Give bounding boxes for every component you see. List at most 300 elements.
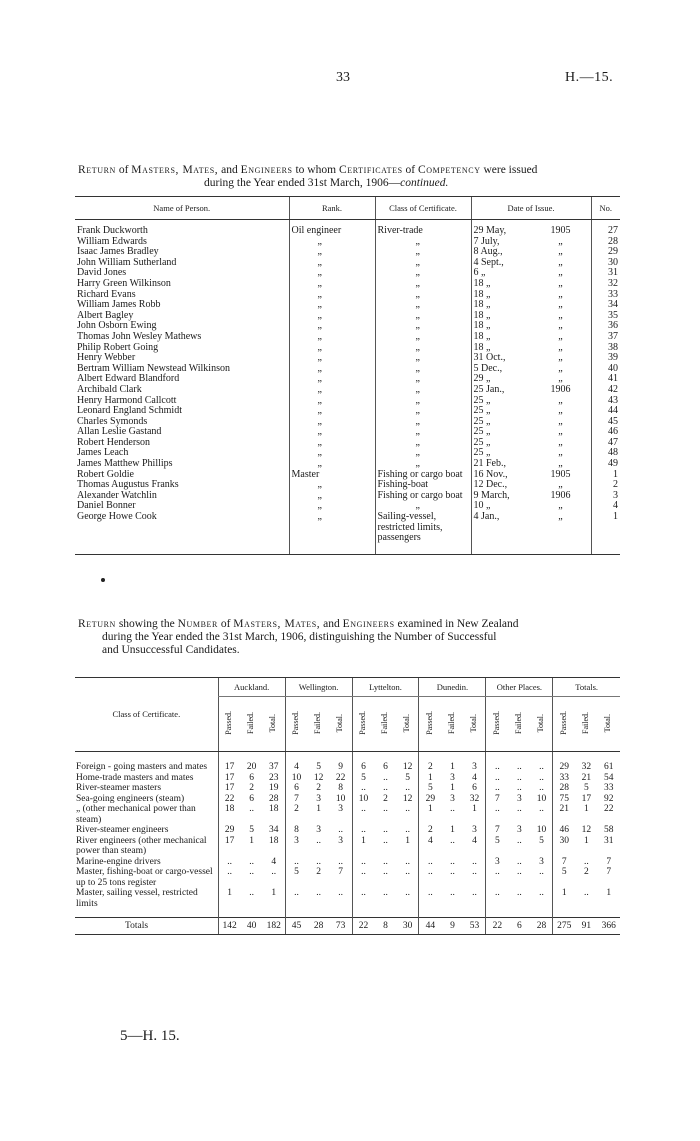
count-cell: 3	[316, 825, 321, 835]
count-cell: 1	[583, 804, 589, 814]
count-cell: 33	[553, 773, 575, 784]
person-name: Thomas John Wesley Mathews	[77, 330, 202, 342]
count-cell: ..	[517, 888, 522, 898]
rank-cell: „	[289, 427, 375, 438]
count-cell: 5	[553, 867, 575, 888]
region-header: Auckland.	[218, 678, 285, 697]
spacer-cell	[441, 909, 463, 918]
count-cell: 7	[486, 794, 508, 805]
count-cell: ..	[352, 857, 374, 868]
spacer-cell	[307, 752, 329, 763]
class-cell: „	[375, 343, 471, 354]
rank-cell: „	[289, 268, 375, 279]
spacer-cell	[240, 909, 262, 918]
date-cell	[471, 385, 591, 396]
count-cell: 2	[419, 825, 441, 836]
region-header: Lyttelton.	[352, 678, 419, 697]
person-name: Albert Bagley	[77, 309, 134, 321]
class-cell: „	[375, 417, 471, 428]
rank-cell: „	[289, 290, 375, 301]
class-cell: „	[375, 237, 471, 248]
spacer-cell	[352, 752, 374, 763]
total-cell: 22	[486, 918, 508, 935]
title-word: Masters, Mates,	[233, 618, 321, 630]
issue-year: „	[558, 458, 563, 470]
total-cell: 6	[508, 918, 530, 935]
certificate-number: 36	[591, 321, 620, 332]
spacer-cell	[486, 909, 508, 918]
count-cell: 18	[268, 804, 279, 814]
spacer-row	[75, 544, 620, 555]
count-cell: 1	[218, 888, 240, 909]
count-cell: ..	[539, 762, 544, 772]
count-cell: 20	[246, 762, 257, 772]
count-cell: ..	[352, 783, 374, 794]
certificate-number: 1	[591, 470, 620, 481]
spacer-cell	[531, 752, 553, 763]
certificate-number: 3	[591, 491, 620, 502]
certificate-class: River engineers (other mechanical power than steam)	[76, 835, 207, 856]
class-cell: „	[375, 406, 471, 417]
count-cell: 61	[603, 762, 614, 772]
count-cell: 31	[603, 835, 614, 846]
spacer-cell	[464, 909, 486, 918]
sub-header-label: Failed.	[514, 711, 524, 734]
certificate-number: 34	[591, 300, 620, 311]
spacer-cell	[307, 909, 329, 918]
certificate-row	[75, 491, 620, 502]
count-cell: 5	[316, 762, 321, 772]
count-cell: 22	[603, 804, 614, 814]
sub-header-label: Failed.	[313, 711, 323, 734]
issue-year: 1905	[550, 468, 571, 480]
count-cell: ..	[383, 856, 388, 867]
sub-header-label: Failed.	[380, 711, 390, 734]
sub-header	[531, 697, 553, 752]
issue-year: „	[558, 341, 563, 353]
region-header: Wellington.	[285, 678, 352, 697]
spacer-cell	[285, 752, 307, 763]
count-cell: ..	[352, 804, 374, 825]
sub-header	[486, 697, 508, 752]
count-cell: 10	[536, 825, 547, 835]
count-cell: 1	[419, 773, 441, 784]
count-cell: ..	[405, 804, 410, 814]
count-cell: ..	[517, 804, 522, 814]
certificate-class: River-steamer masters	[76, 783, 162, 793]
count-cell: 37	[268, 762, 279, 772]
person-name: Daniel Bonner	[77, 500, 136, 512]
spacer-cell	[218, 752, 240, 763]
exam-row	[75, 804, 620, 825]
certificate-row	[75, 343, 620, 354]
rank-cell: „	[289, 385, 375, 396]
issue-date: 4 Jan.,	[473, 511, 500, 523]
sub-header-label: Total.	[402, 713, 412, 732]
total-cell: 91	[575, 918, 597, 935]
count-cell: 92	[603, 793, 614, 804]
count-cell: ..	[405, 783, 410, 793]
certificate-number: 40	[591, 364, 620, 375]
count-cell: ..	[450, 867, 455, 877]
count-cell: ..	[517, 867, 522, 877]
title-line-2	[78, 177, 618, 190]
person-name: Robert Goldie	[77, 468, 134, 480]
count-cell: 1	[271, 888, 277, 898]
issue-year: „	[558, 479, 563, 491]
sub-header	[240, 697, 262, 752]
count-cell: ..	[249, 856, 255, 867]
issue-date: 25 „	[473, 426, 491, 438]
sub-header	[397, 697, 419, 752]
count-cell: 10	[285, 773, 307, 784]
count-cell: 2	[583, 867, 589, 877]
count-cell: 1	[249, 835, 255, 846]
spacer-row	[75, 909, 620, 918]
count-cell: ..	[517, 835, 522, 846]
class-cell: „	[375, 459, 471, 470]
count-cell: 3	[517, 793, 522, 804]
count-cell: 8	[285, 825, 307, 836]
person-name: George Howe Cook	[77, 511, 157, 523]
exam-row	[75, 836, 620, 857]
count-cell: 7	[606, 856, 612, 867]
issue-date: 25 „	[473, 447, 491, 459]
person-name: James Leach	[77, 447, 129, 459]
certificate-number: 31	[591, 268, 620, 279]
issue-year: „	[558, 511, 563, 523]
rank-cell: „	[289, 332, 375, 343]
issue-year: „	[558, 362, 563, 374]
total-cell: 182	[263, 918, 285, 935]
count-cell: ..	[316, 856, 321, 867]
issue-date: 18 „	[473, 341, 491, 353]
section1-title	[78, 164, 618, 190]
title-word: of	[402, 164, 419, 176]
count-cell: 6	[249, 793, 255, 804]
spacer-cell	[441, 752, 463, 763]
count-cell: 10	[352, 794, 374, 805]
sub-header	[441, 697, 463, 752]
rank-cell: „	[289, 247, 375, 258]
spacer-cell	[597, 752, 620, 763]
sub-header-label: Total.	[536, 713, 546, 732]
class-cell: „	[375, 290, 471, 301]
total-cell: 366	[597, 918, 620, 935]
count-cell: ..	[539, 804, 544, 814]
count-cell: 29	[218, 825, 240, 836]
certificate-row	[75, 226, 620, 237]
spacer-cell	[419, 752, 441, 763]
certificate-row	[75, 385, 620, 396]
count-cell: ..	[539, 867, 544, 877]
issue-date: 25 „	[473, 415, 491, 427]
exam-row	[75, 867, 620, 888]
exam-row	[75, 888, 620, 909]
sub-header	[330, 697, 352, 752]
spacer-cell	[531, 909, 553, 918]
rank-cell: „	[289, 491, 375, 502]
region-header: Totals.	[553, 678, 620, 697]
count-cell: 4	[472, 772, 477, 783]
count-cell: ..	[383, 783, 388, 793]
class-cell: Fishing or cargo boat	[375, 491, 471, 502]
class-cell: „	[375, 448, 471, 459]
count-cell: 1	[583, 835, 589, 846]
class-cell: River-trade	[375, 226, 471, 237]
count-cell: 1	[606, 888, 612, 898]
exam-row	[75, 783, 620, 794]
count-cell: 4	[271, 856, 277, 867]
issue-date: 18 „	[473, 330, 491, 342]
rank-cell: „	[289, 311, 375, 322]
issue-year: „	[558, 394, 563, 406]
title-line-2: during the Year ended the 31st March, 1906, distinguishing the Number of Successful	[102, 631, 497, 643]
spacer-cell	[218, 909, 240, 918]
class-cell: Fishing or cargo boat	[375, 470, 471, 481]
class-cell: Sailing-vessel, restricted limits, passengers	[375, 512, 471, 544]
count-cell: ..	[419, 857, 441, 868]
certificate-number: 37	[591, 332, 620, 343]
count-cell: 3	[472, 762, 477, 772]
sub-header	[352, 697, 374, 752]
count-cell: ..	[517, 762, 522, 772]
count-cell: ..	[249, 804, 255, 814]
count-cell: 17	[218, 773, 240, 784]
title-word: of	[115, 164, 132, 176]
count-cell: ..	[383, 888, 388, 898]
title-italic: continued.	[400, 177, 449, 189]
spacer-cell	[575, 909, 597, 918]
total-cell: 30	[397, 918, 419, 935]
certificate-class: „ (other mechanical power than steam)	[76, 804, 196, 825]
certificate-row	[75, 427, 620, 438]
count-cell: ..	[486, 867, 508, 888]
count-cell: 5	[486, 836, 508, 857]
rank-cell: „	[289, 448, 375, 459]
count-cell: 29	[553, 762, 575, 773]
sub-header	[419, 697, 441, 752]
issue-year: „	[558, 246, 563, 258]
certificate-number: 49	[591, 459, 620, 470]
certificate-number: 45	[591, 417, 620, 428]
count-cell: 33	[603, 783, 614, 793]
title-word: of	[217, 618, 234, 630]
spacer-cell	[240, 752, 262, 763]
certificate-number: 28	[591, 237, 620, 248]
issue-year: „	[558, 426, 563, 438]
spacer-cell	[471, 544, 591, 555]
class-cell: „	[375, 258, 471, 269]
certificate-row	[75, 438, 620, 449]
spacer-cell	[397, 752, 419, 763]
title-word: and	[320, 618, 343, 630]
total-cell: 28	[307, 918, 329, 935]
count-cell: ..	[316, 888, 321, 898]
exam-row	[75, 857, 620, 868]
count-cell: 6	[249, 772, 255, 783]
count-cell: 28	[553, 783, 575, 794]
spacer-cell	[75, 909, 218, 918]
count-cell: 10	[536, 793, 547, 804]
issue-year: „	[558, 447, 563, 459]
certificate-number: 43	[591, 396, 620, 407]
issue-date: 5 Dec.,	[473, 362, 503, 374]
rank-cell: Master	[289, 470, 375, 481]
count-cell: 6	[285, 783, 307, 794]
count-cell: 2	[249, 783, 255, 793]
class-cell: „	[375, 300, 471, 311]
count-cell: 3	[285, 836, 307, 857]
person-name: Allan Leslie Gastand	[77, 426, 162, 438]
person-name: John Osborn Ewing	[77, 320, 157, 332]
issue-date: 18 „	[473, 299, 491, 311]
count-cell: ..	[486, 783, 508, 794]
total-cell: 275	[553, 918, 575, 935]
totals-row	[75, 918, 620, 935]
count-cell: ..	[352, 867, 374, 888]
count-cell: 9	[338, 762, 344, 772]
count-cell: 30	[553, 836, 575, 857]
count-cell: 1	[450, 825, 455, 835]
count-cell: ..	[383, 835, 388, 846]
count-cell: 22	[218, 794, 240, 805]
issue-year: „	[558, 320, 563, 332]
spacer-cell	[263, 752, 285, 763]
count-cell: 21	[581, 772, 592, 783]
title-word: Engineers	[240, 164, 293, 176]
col-date: Date of Issue.	[471, 197, 591, 220]
count-cell: 28	[268, 793, 279, 804]
count-cell: 32	[469, 793, 480, 804]
rank-cell: „	[289, 480, 375, 491]
count-cell: ..	[218, 867, 240, 888]
count-cell: 12	[402, 762, 413, 772]
certificate-number: 2	[591, 480, 620, 491]
count-cell: 1	[450, 783, 455, 793]
sub-header-label: Failed.	[447, 711, 457, 734]
title-word: Return	[78, 618, 116, 630]
count-cell: ..	[405, 867, 410, 877]
certificate-number: 38	[591, 343, 620, 354]
count-cell: ..	[419, 888, 441, 909]
count-cell: 8	[338, 783, 344, 793]
rank-cell: „	[289, 459, 375, 470]
issue-year: „	[558, 436, 563, 448]
count-cell: ..	[472, 867, 477, 877]
rank-cell: „	[289, 321, 375, 332]
sub-header	[575, 697, 597, 752]
person-name: Richard Evans	[77, 288, 136, 300]
person-name: Albert Edward Blandford	[77, 373, 180, 385]
count-cell: 4	[472, 835, 477, 846]
count-cell: ..	[486, 888, 508, 909]
rank-cell: „	[289, 279, 375, 290]
count-cell: ..	[383, 804, 388, 814]
person-name: James Matthew Phillips	[77, 458, 173, 470]
issue-date: 7 July,	[473, 235, 500, 247]
issue-year: „	[558, 288, 563, 300]
class-cell: „	[375, 332, 471, 343]
count-cell: ..	[472, 856, 477, 867]
count-cell: ..	[486, 804, 508, 825]
count-cell: 5	[405, 772, 410, 783]
certificates-table	[75, 196, 620, 555]
total-cell: 73	[330, 918, 352, 935]
title-word: to whom	[292, 164, 339, 176]
title-word: Certificates	[338, 164, 403, 176]
rank-cell: „	[289, 512, 375, 544]
count-cell: 29	[419, 794, 441, 805]
issue-date: 18 „	[473, 309, 491, 321]
count-cell: 17	[581, 793, 592, 804]
person-name: Leonard England Schmidt	[77, 405, 182, 417]
certificates-header-row	[75, 197, 620, 220]
ink-dot	[101, 578, 105, 582]
sub-header-label: Total.	[603, 713, 613, 732]
rank-cell: „	[289, 258, 375, 269]
issue-year: 1905	[550, 225, 571, 236]
spacer-row	[75, 752, 620, 763]
col-name: Name of Person.	[75, 197, 289, 220]
exam-row	[75, 825, 620, 836]
total-cell: 53	[464, 918, 486, 935]
certificate-row	[75, 279, 620, 290]
count-cell: ..	[338, 825, 344, 835]
rank-cell: „	[289, 501, 375, 512]
sub-header-label: Passed.	[425, 710, 435, 735]
certificate-class: Foreign - going masters and mates	[76, 762, 208, 772]
certificate-row	[75, 300, 620, 311]
class-cell: „	[375, 501, 471, 512]
count-cell: 5	[419, 783, 441, 794]
count-cell: 2	[383, 793, 388, 804]
class-cell: „	[375, 374, 471, 385]
count-cell: 7	[285, 794, 307, 805]
certificate-number: 46	[591, 427, 620, 438]
count-cell: 21	[553, 804, 575, 825]
count-cell: 3	[486, 857, 508, 868]
count-cell: ..	[285, 888, 307, 909]
count-cell: 5	[539, 835, 544, 846]
issue-year: „	[558, 256, 563, 268]
count-cell: ..	[405, 856, 410, 867]
count-cell: 5	[352, 773, 374, 784]
count-cell: ..	[316, 835, 321, 846]
person-name: John William Sutherland	[77, 256, 177, 268]
count-cell: ..	[539, 783, 544, 793]
count-cell: 12	[402, 793, 413, 804]
count-cell: 6	[472, 783, 477, 793]
spacer-cell	[553, 909, 575, 918]
count-cell: 1	[316, 804, 321, 814]
spacer-cell	[375, 544, 471, 555]
issue-year: „	[558, 299, 563, 311]
issue-year: 1906	[550, 489, 571, 501]
count-cell: 5	[249, 825, 255, 835]
class-cell: „	[375, 268, 471, 279]
count-cell: ..	[450, 804, 455, 814]
sub-header-label: Passed.	[492, 710, 502, 735]
total-cell: 44	[419, 918, 441, 935]
total-cell: 40	[240, 918, 262, 935]
issue-date: 29 „	[473, 373, 491, 385]
person-name: Frank Duckworth	[77, 225, 148, 236]
certificate-number: 27	[591, 226, 620, 237]
spacer-cell	[374, 909, 396, 918]
issue-date: 8 Aug.,	[473, 246, 503, 258]
issue-date: 25 „	[473, 394, 491, 406]
